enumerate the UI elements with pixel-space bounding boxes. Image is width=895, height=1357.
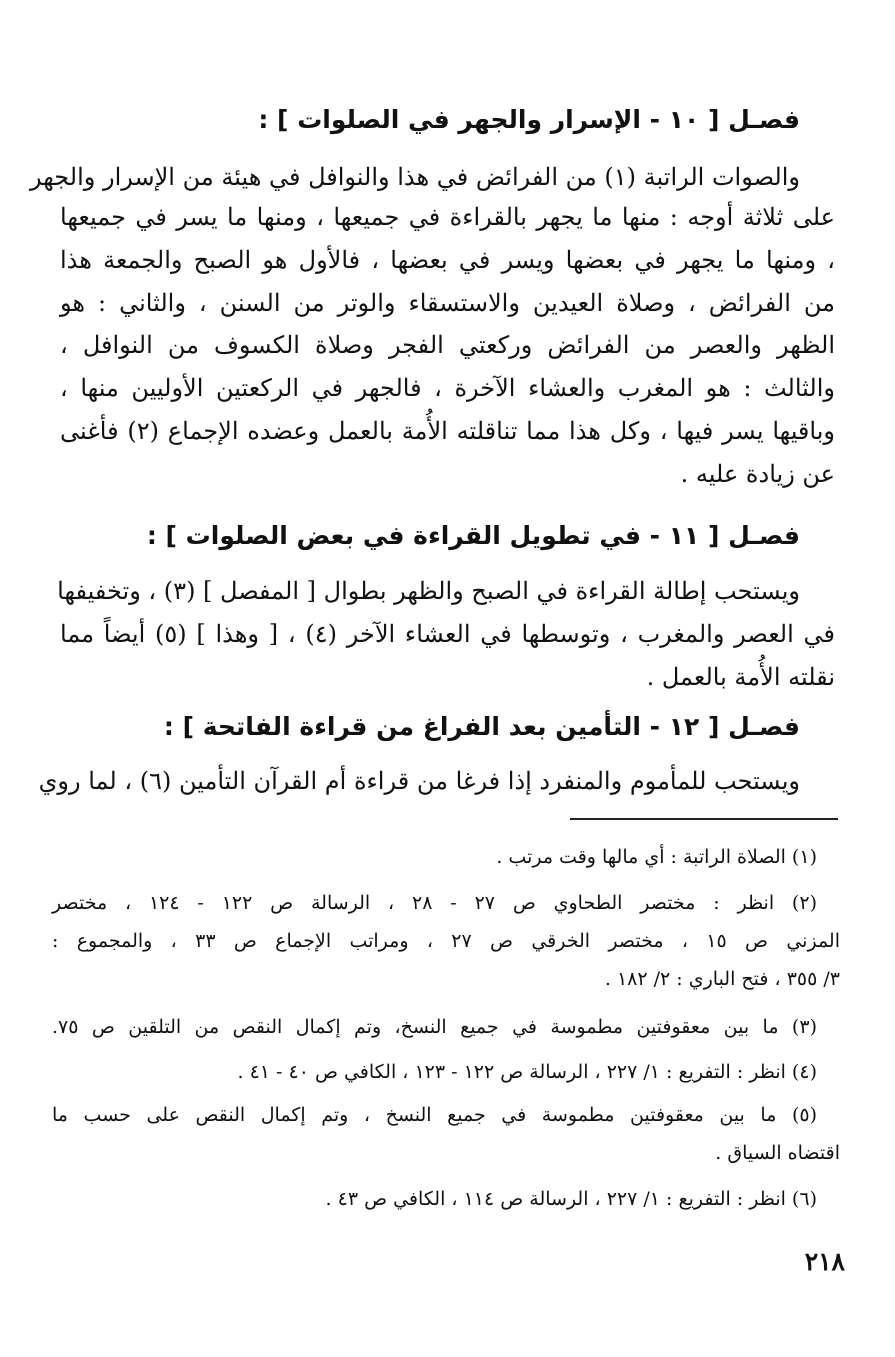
body-line: نقلته الأُمة بالعمل .: [646, 663, 835, 691]
footnote-rule: [570, 818, 838, 820]
body-line: على ثلاثة أوجه : منها ما يجهر بالقراءة في جميعها ، ومنها ما يسر في جميعها: [60, 203, 835, 231]
body-line: عن زيادة عليه .: [680, 460, 835, 488]
body-line: ويستحب للمأموم والمنفرد إذا فرغا من قراءة أم القرآن التأمين (٦) ، لما روي: [38, 767, 800, 795]
footnote-3: (٣) ما بين معقوفتين مطموسة في جميع النسخ، وتم إكمال النقص من التلقين ص ٧٥.: [52, 1016, 817, 1038]
footnote-line: المزني ص ١٥ ، مختصر الخرقي ص ٢٧ ، ومراتب الإجماع ص ٣٣ ، والمجموع :: [52, 930, 840, 952]
section-heading-10: فصـل [ ١٠ - الإسرار والجهر في الصلوات ] :: [258, 105, 800, 134]
body-line: والصوات الراتبة (١) من الفرائض في هذا والنوافل في هيئة من الإسرار والجهر: [30, 163, 800, 191]
body-line: الظهر والعصر من الفرائض وركعتي الفجر وصلاة الكسوف من النوافل ،: [60, 331, 835, 359]
footnote-2: (٢) انظر : مختصر الطحاوي ص ٢٧ - ٢٨ ، الرسالة ص ١٢٢ - ١٢٤ ، مختصر: [52, 892, 817, 914]
footnote-6: (٦) انظر : التفريع : ١/ ٢٢٧ ، الرسالة ص ١١٤ ، الكافي ص ٤٣ .: [325, 1188, 817, 1210]
footnote-line: ٣/ ٣٥٥ ، فتح الباري : ٢/ ١٨٢ .: [604, 968, 840, 990]
body-line: وباقيها يسر فيها ، وكل هذا مما تناقلته الأُمة بالعمل وعضده الإجماع (٢) فأغنى: [60, 417, 835, 445]
body-line: ويستحب إطالة القراءة في الصبح والظهر بطوال [ المفصل ] (٣) ، وتخفيفها: [57, 577, 800, 605]
body-line: في العصر والمغرب ، وتوسطها في العشاء الآخر (٤) ، [ وهذا ] (٥) أيضاً مما: [60, 620, 836, 648]
section-heading-11: فصـل [ ١١ - في تطويل القراءة في بعض الصلوات ] :: [146, 521, 800, 550]
footnote-5: (٥) ما بين معقوفتين مطموسة في جميع النسخ ، وتم إكمال النقص على حسب ما: [52, 1104, 817, 1126]
body-line: ، ومنها ما يجهر في بعضها ويسر في بعضها ، فالأول هو الصبح والجمعة هذا: [60, 246, 835, 274]
footnote-4: (٤) انظر : التفريع : ١/ ٢٢٧ ، الرسالة ص ١٢٢ - ١٢٣ ، الكافي ص ٤٠ - ٤١ .: [237, 1061, 817, 1083]
footnote-line: اقتضاه السياق .: [715, 1142, 840, 1164]
page-number: ٢١٨: [804, 1247, 845, 1276]
body-line: من الفرائض ، وصلاة العيدين والاستسقاء والوتر من السنن ، والثاني : هو: [60, 289, 835, 317]
footnote-1: (١) الصلاة الراتبة : أي مالها وقت مرتب .: [496, 846, 817, 868]
body-line: والثالث : هو المغرب والعشاء الآخرة ، فالجهر في الركعتين الأوليين منها ،: [60, 374, 835, 402]
section-heading-12: فصـل [ ١٢ - التأمين بعد الفراغ من قراءة الفاتحة ] :: [163, 712, 800, 741]
